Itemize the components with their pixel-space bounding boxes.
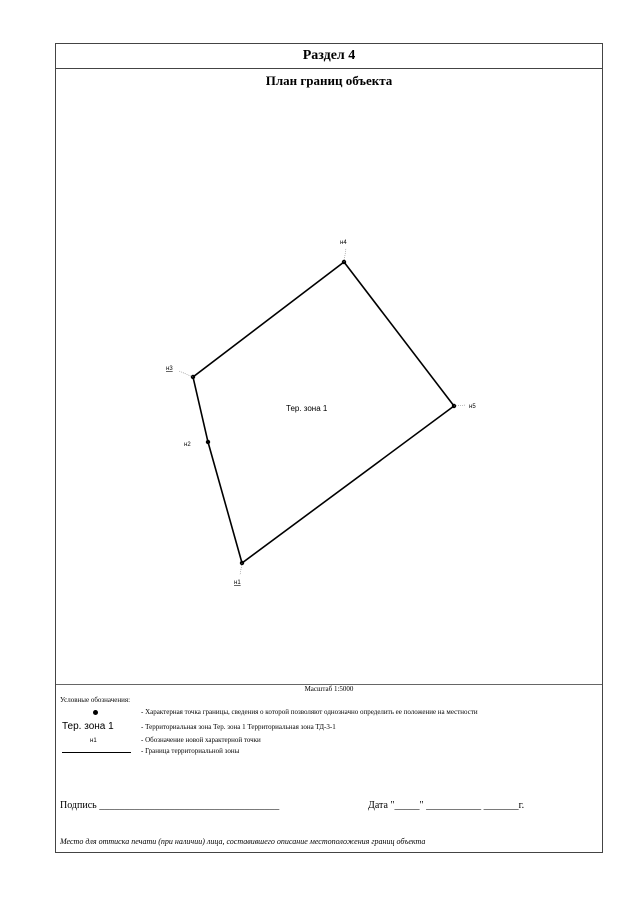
legend-item-new-point: - Обозначение новой характерной точки — [141, 736, 261, 744]
leader-line — [179, 371, 193, 377]
page-title: План границ объекта — [265, 73, 393, 88]
point-label-n4: н4 — [340, 240, 347, 246]
point-sample: н1 — [90, 738, 97, 744]
legend-item-zone: - Территориальная зона Тер. зона 1 Территориальная зона ТД-3-1 — [141, 723, 336, 731]
boundary-point-n2 — [206, 440, 210, 444]
date-line: Дата "_____" ___________ _______г. — [368, 800, 525, 811]
boundary-line-symbol — [62, 752, 131, 753]
characteristic-point-symbol — [93, 710, 98, 715]
scale-label: Масштаб 1:5000 — [304, 685, 354, 693]
signature-line: Подпись ____________________________________ — [60, 800, 280, 811]
point-label-n1: н1 — [234, 580, 241, 586]
leader-line — [344, 248, 346, 262]
point-label-n5: н5 — [469, 404, 476, 410]
boundary-plan — [56, 44, 602, 684]
legend-title: Условные обозначения: — [60, 696, 131, 704]
legend-item-point: - Характерная точка границы, сведения о которой позволяют однозначно определить ее положение на местности — [141, 708, 478, 716]
point-label-n2: н2 — [184, 442, 191, 448]
zone-sample: Тер. зона 1 — [62, 721, 114, 732]
legend-item-boundary: - Граница территориальной зоны — [141, 747, 240, 755]
document-frame — [55, 43, 603, 853]
point-label-n3: н3 — [166, 366, 173, 372]
section-title: Раздел 4 — [56, 44, 602, 69]
zone-label: Тер. зона 1 — [286, 404, 328, 413]
stamp-note: Место для оттиска печати (при наличии) лица, составившего описание местоположения границ объекта — [60, 837, 426, 846]
